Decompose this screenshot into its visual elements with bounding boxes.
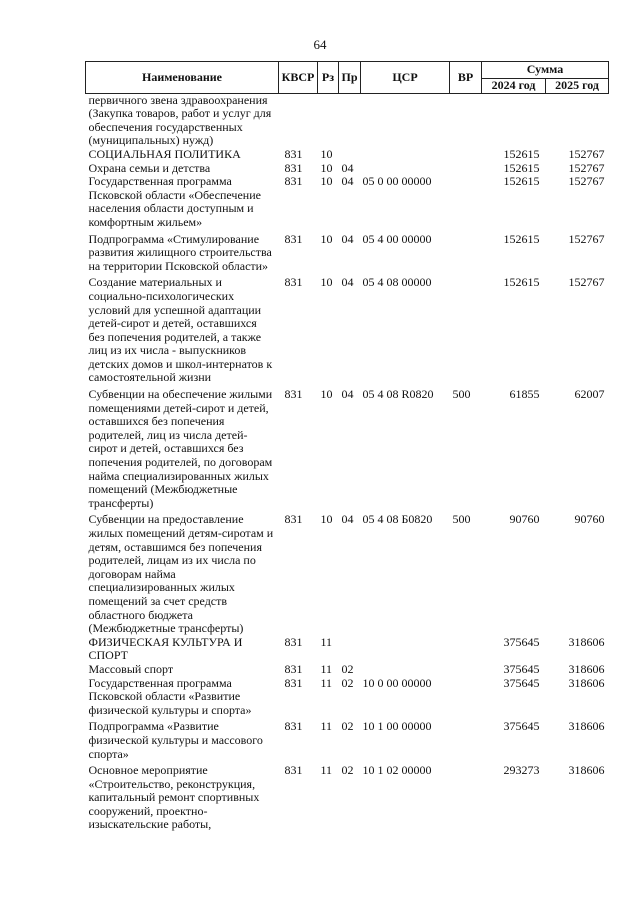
row-sum-2024: 61855 — [509, 387, 540, 402]
header-pr: Пр — [339, 62, 361, 94]
row-name: Подпрограмма «Стимулирование развития жилищного строительства на территории Псковской области» — [88, 231, 272, 273]
row-vr — [450, 175, 482, 229]
row-name: Основное мероприятие «Строительство, реконструкция, капитальный ремонт спортивных сооружений, проектно-изыскательские работы, — [88, 763, 260, 832]
header-year-2025: 2025 год — [546, 79, 609, 94]
row-sum-2024: 90760 — [509, 512, 540, 527]
table-row — [86, 385, 609, 510]
row-csr: 10 1 00 00000 — [362, 719, 432, 734]
row-name: Субвенции на предоставление жилых помещений детям-сиротам и детям, оставшимся без попечения родителей, лицам из их числа по договорам найма специализированных жилых помещений за счет средств областного бюджета (Межбюджетные трансферты) — [88, 512, 274, 636]
header-csr: ЦСР — [361, 62, 450, 94]
row-sum-2024: 375645 — [503, 661, 540, 676]
row-vr — [450, 230, 482, 274]
row-pr: 04 — [341, 174, 354, 189]
row-sum-2024: 152615 — [503, 146, 540, 161]
row-vr — [450, 663, 482, 677]
table-header — [86, 62, 609, 94]
row-vr — [450, 162, 482, 176]
row-kvsr — [279, 93, 318, 148]
row-vr — [450, 93, 482, 148]
row-name: Подпрограмма «Развитие физической культуры и массового спорта» — [88, 719, 263, 761]
row-pr: 04 — [341, 231, 354, 246]
row-sum-2024: 152615 — [503, 231, 540, 246]
row-csr: 05 4 08 Б0820 — [362, 512, 433, 527]
row-kvsr: 831 — [284, 146, 303, 161]
row-csr — [361, 148, 450, 162]
row-sum-2025: 318606 — [568, 675, 605, 690]
row-vr — [450, 273, 482, 385]
row-rz: 11 — [320, 634, 333, 649]
row-sum-2024: 152615 — [503, 160, 540, 175]
table-row — [86, 717, 609, 761]
row-kvsr: 831 — [284, 231, 303, 246]
row-rz: 10 — [320, 231, 333, 246]
row-name: Государственная программа Псковской области «Обеспечение населения области доступным и комфортным жильем» — [88, 174, 261, 229]
table-row — [86, 510, 609, 635]
table-row — [86, 93, 609, 148]
row-csr — [361, 93, 450, 148]
row-pr: 02 — [341, 661, 354, 676]
row-csr: 05 4 08 00000 — [362, 275, 432, 290]
row-pr — [339, 636, 361, 663]
row-sum-2024 — [482, 93, 546, 148]
table-row — [86, 761, 609, 832]
header-year-2024: 2024 год — [482, 79, 546, 94]
row-pr: 04 — [341, 275, 354, 290]
row-sum-2025: 318606 — [568, 634, 605, 649]
row-name: Охрана семьи и детства — [88, 160, 211, 175]
row-sum-2024: 293273 — [503, 763, 540, 778]
table-row — [86, 175, 609, 229]
row-kvsr: 831 — [284, 387, 303, 402]
row-csr — [361, 636, 450, 663]
row-rz: 10 — [320, 387, 333, 402]
row-rz: 10 — [320, 512, 333, 527]
table-row — [86, 273, 609, 385]
row-name: Субвенции на обеспечение жилыми помещениями детей-сирот и детей, оставшихся без попечения родителей, лиц из числа детей-сирот и детей, оставшихся без попечения родителей, по договорам найма специализированных жилых помещений (Межбюджетные трансферты) — [88, 387, 273, 510]
row-csr: 05 0 00 00000 — [362, 174, 432, 189]
row-sum-2025: 318606 — [568, 719, 605, 734]
row-kvsr: 831 — [284, 160, 303, 175]
row-kvsr: 831 — [284, 512, 303, 527]
table-row — [86, 230, 609, 274]
row-csr: 05 4 08 R0820 — [362, 387, 434, 402]
row-sum-2024: 152615 — [503, 174, 540, 189]
table-row — [86, 677, 609, 718]
row-vr: 500 — [452, 387, 471, 402]
row-vr — [450, 717, 482, 761]
row-kvsr: 831 — [284, 763, 303, 778]
header-name: Наименование — [86, 62, 279, 94]
row-sum-2025: 90760 — [574, 512, 605, 527]
row-pr: 02 — [341, 719, 354, 734]
row-rz: 11 — [320, 763, 333, 778]
header-rz: Рз — [318, 62, 339, 94]
row-rz: 11 — [320, 661, 333, 676]
table-body — [86, 93, 609, 832]
row-sum-2025: 152767 — [568, 160, 605, 175]
row-vr: 500 — [452, 512, 471, 527]
row-sum-2025: 152767 — [568, 275, 605, 290]
table-row — [86, 162, 609, 176]
table-row — [86, 663, 609, 677]
row-name: СОЦИАЛЬНАЯ ПОЛИТИКА — [88, 146, 241, 161]
row-sum-2025: 152767 — [568, 231, 605, 246]
row-vr — [450, 677, 482, 718]
row-kvsr: 831 — [284, 675, 303, 690]
row-vr — [450, 636, 482, 663]
row-rz: 10 — [320, 146, 333, 161]
page-number: 64 — [313, 37, 327, 52]
header-vr: ВР — [450, 62, 482, 94]
row-kvsr: 831 — [284, 719, 303, 734]
row-csr: 10 0 00 00000 — [362, 675, 432, 690]
row-kvsr: 831 — [284, 275, 303, 290]
row-rz: 10 — [320, 174, 333, 189]
header-kvsr: КВСР — [279, 62, 318, 94]
row-rz: 11 — [320, 675, 333, 690]
row-sum-2024: 152615 — [503, 275, 540, 290]
row-pr: 04 — [341, 160, 354, 175]
row-sum-2025: 62007 — [574, 387, 605, 402]
row-pr: 04 — [341, 387, 354, 402]
row-sum-2025: 152767 — [568, 174, 605, 189]
row-name: Массовый спорт — [88, 661, 174, 676]
row-csr — [361, 663, 450, 677]
row-kvsr: 831 — [284, 661, 303, 676]
row-csr — [361, 162, 450, 176]
row-pr — [339, 93, 361, 148]
row-sum-2025: 318606 — [568, 763, 605, 778]
budget-table — [85, 61, 609, 832]
table-row — [86, 148, 609, 162]
row-pr — [339, 148, 361, 162]
row-name: Создание материальных и социально-психологических условий для успешной адаптации детей-сирот и детей, оставшихся без попечения родителей, а также лиц из их числа - выпускников детских домов и школ-интернатов к самостоятельной жизни — [88, 275, 273, 385]
row-csr: 10 1 02 00000 — [362, 763, 432, 778]
row-csr: 05 4 00 00000 — [362, 231, 432, 246]
row-rz: 10 — [320, 160, 333, 175]
row-sum-2025 — [546, 93, 609, 148]
row-kvsr: 831 — [284, 634, 303, 649]
row-sum-2025: 318606 — [568, 661, 605, 676]
row-rz: 11 — [320, 719, 333, 734]
row-kvsr: 831 — [284, 174, 303, 189]
row-sum-2024: 375645 — [503, 675, 540, 690]
row-name: Государственная программа Псковской области «Развитие физической культуры и спорта» — [88, 675, 252, 717]
row-rz — [318, 93, 339, 148]
header-sum: Сумма — [482, 62, 609, 79]
row-sum-2024: 375645 — [503, 634, 540, 649]
table-row — [86, 636, 609, 663]
row-rz: 10 — [320, 275, 333, 290]
row-sum-2024: 375645 — [503, 719, 540, 734]
row-pr: 04 — [341, 512, 354, 527]
row-vr — [450, 761, 482, 832]
row-pr: 02 — [341, 675, 354, 690]
row-name: первичного звена здравоохранения (Закупка товаров, работ и услуг для обеспечения государственных (муниципальных) нужд) — [88, 92, 272, 148]
row-name: ФИЗИЧЕСКАЯ КУЛЬТУРА И СПОРТ — [88, 634, 243, 663]
row-vr — [450, 148, 482, 162]
row-pr: 02 — [341, 763, 354, 778]
row-sum-2025: 152767 — [568, 146, 605, 161]
